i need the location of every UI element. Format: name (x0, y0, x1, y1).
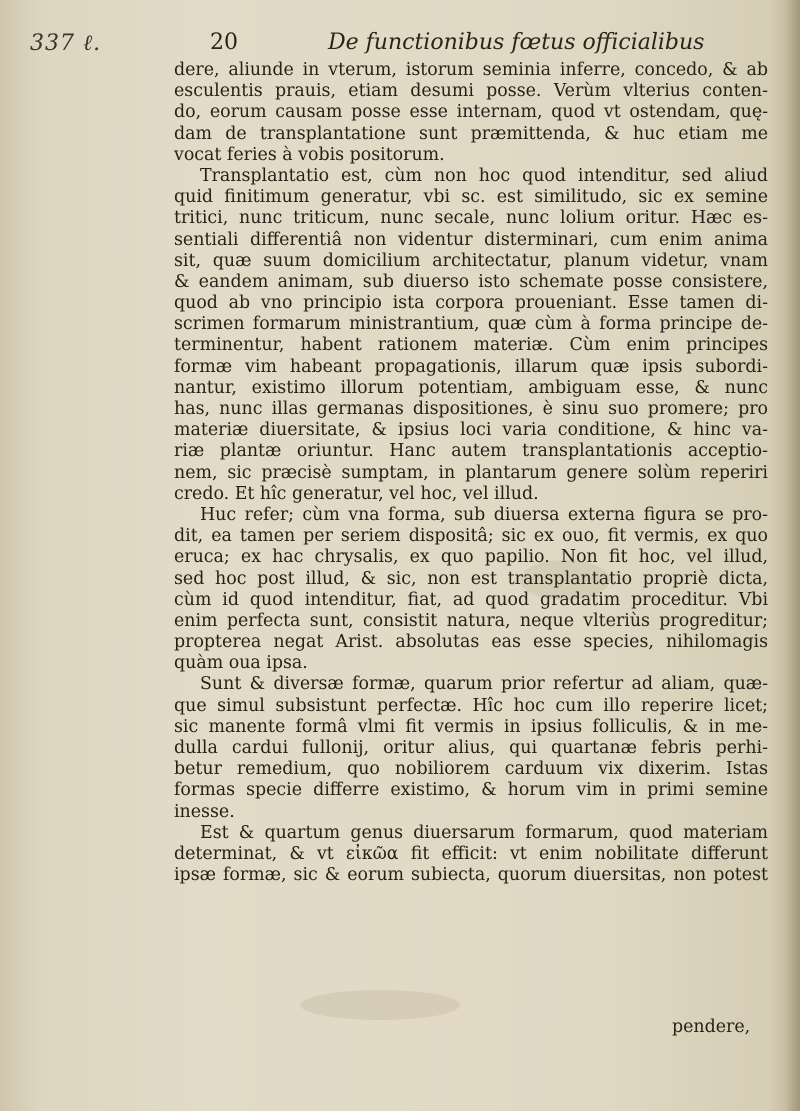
margin-annotation: 337 ℓ. (30, 31, 102, 56)
text-line: esculentis prauis, etiam desumi posse. Verùm vlterius conten- (174, 81, 768, 102)
text-line: Huc refer; cùm vna forma, sub diuersa externa figura se pro- (200, 504, 768, 525)
text-line: Transplantatio est, cùm non hoc quod intenditur, sed aliud (200, 165, 768, 186)
text-line: Est & quartum genus diuersarum formarum, quod materiam (200, 822, 768, 843)
text-line: formas specie differre existimo, & horum vim in primi semine (174, 780, 768, 801)
text-line: Sunt & diversæ formæ, quarum prior refertur ad aliam, quæ- (200, 674, 768, 695)
text-line: scrimen formarum ministrantium, quæ cùm à forma principe de- (174, 314, 768, 335)
text-line: dere, aliunde in vterum, istorum seminia inferre, concedo, & ab (174, 60, 768, 80)
text-line: riæ plantæ oriuntur. Hanc autem transplantationis acceptio- (174, 441, 768, 462)
text-line: inesse. (174, 801, 235, 822)
text-line: sentiali differentiâ non videntur disterminari, cum enim anima (174, 229, 768, 250)
text-line: formæ vim habeant propagationis, illarum quæ ipsis subordi- (174, 356, 768, 377)
text-line: quid finitimum generatur, vbi sc. est similitudo, sic ex semine (174, 187, 768, 208)
text-line: has, nunc illas germanas dispositiones, è sinu suo promere; pro (174, 399, 768, 419)
running-header (210, 30, 705, 62)
text-line: nantur, existimo illorum potentiam, ambiguam esse, & nunc (174, 377, 768, 398)
text-line: dam de transplantatione sunt præmittenda, & huc etiam me (174, 123, 768, 144)
running-title: De functionibus fœtus officialibus (328, 30, 705, 55)
text-line: sic manente formâ vlmi fit vermis in ipsius folliculis, & in me- (174, 716, 768, 737)
text-line: betur remedium, quo nobiliorem carduum vix dixerim. Istas (174, 759, 768, 780)
text-line: determinat, & vt εἰκῶα fit efficit: vt enim nobilitate differunt (174, 843, 768, 864)
text-line: que simul subsistunt perfectæ. Hîc hoc cum illo reperire licet; (174, 695, 768, 716)
catchword: pendere, (672, 1017, 751, 1037)
text-line: propterea negat Arist. absolutas eas esse species, nihilomagis (174, 632, 768, 653)
page-number: 20 (210, 30, 238, 55)
text-line: eruca; ex hac chrysalis, ex quo papilio. Non fit hoc, vel illud, (174, 547, 768, 568)
text-line: & eandem animam, sub diuerso isto schemate posse consistere, (174, 271, 768, 292)
text-line: dulla cardui fullonij, oritur alius, qui quartanæ febris perhi- (174, 738, 768, 758)
text-line: materiæ diuersitate, & ipsius loci varia conditione, & hinc va- (174, 420, 768, 441)
text-line: sit, quæ suum domicilium architectatur, planum videtur, vnam (174, 250, 768, 271)
paper-stain (300, 990, 460, 1020)
text-line: sed hoc post illud, & sic, non est transplantatio propriè dicta, (174, 568, 768, 589)
text-line: do, eorum causam posse esse internam, quod vt ostendam, quę- (174, 102, 768, 123)
text-line: cùm id quod intenditur, fiat, ad quod gradatim proceditur. Vbi (174, 589, 768, 610)
page-edge-shadow (786, 0, 800, 1111)
text-line: terminentur, habent rationem materiæ. Cùm enim principes (174, 335, 768, 356)
text-line: enim perfecta sunt, consistit natura, neque vlteriùs progreditur; (174, 610, 768, 631)
text-line: vocat feries à vobis positorum. (174, 144, 445, 165)
text-line: credo. Et hîc generatur, vel hoc, vel illud. (174, 483, 539, 504)
text-line: quàm oua ipsa. (174, 653, 308, 674)
text-line: dit, ea tamen per seriem dispositâ; sic ex ouo, fit vermis, ex quo (174, 526, 768, 547)
text-line: nem, sic præcisè sumptam, in plantarum genere solùm reperiri (174, 462, 768, 483)
text-line: tritici, nunc triticum, nunc secale, nunc lolium oritur. Hæc es- (174, 208, 768, 229)
text-line: quod ab vno principio ista corpora proueniant. Esse tamen di- (174, 293, 768, 314)
body-text (174, 60, 768, 886)
text-line: ipsæ formæ, sic & eorum subiecta, quorum diuersitas, non potest (174, 865, 768, 886)
